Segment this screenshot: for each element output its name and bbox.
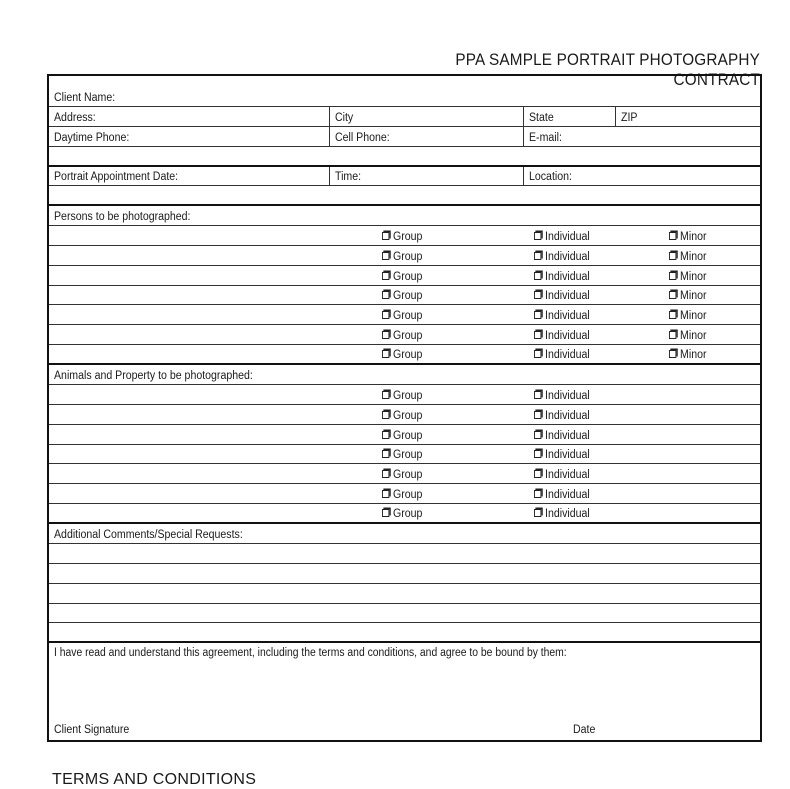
animals-group-checkbox[interactable] bbox=[382, 430, 422, 442]
terms-heading: TERMS AND CONDITIONS bbox=[52, 771, 257, 788]
persons-minor-checkbox[interactable] bbox=[669, 330, 707, 342]
checkbox-icon[interactable] bbox=[382, 331, 389, 339]
animals-individual-label: Individual bbox=[545, 489, 590, 502]
phone-row bbox=[49, 127, 760, 147]
comments-row[interactable] bbox=[49, 584, 760, 604]
animals-row[interactable] bbox=[49, 425, 760, 445]
cell-phone-field[interactable] bbox=[329, 127, 523, 146]
animals-individual-label: Individual bbox=[545, 429, 590, 442]
persons-individual-label: Individual bbox=[545, 250, 590, 263]
time-label: Time: bbox=[335, 171, 362, 183]
animals-header-row bbox=[49, 365, 760, 385]
animals-individual-label: Individual bbox=[545, 389, 590, 402]
persons-individual-label: Individual bbox=[545, 270, 590, 283]
client-name-row[interactable] bbox=[49, 76, 760, 107]
checkbox-icon[interactable] bbox=[382, 391, 389, 399]
checkbox-icon[interactable] bbox=[669, 311, 676, 319]
animals-individual-checkbox[interactable] bbox=[534, 430, 590, 442]
checkbox-icon[interactable] bbox=[382, 490, 389, 498]
daytime-phone-field[interactable] bbox=[49, 127, 329, 146]
zip-field[interactable] bbox=[615, 107, 760, 126]
appointment-date-field[interactable] bbox=[49, 167, 329, 185]
persons-minor-label: Minor bbox=[680, 310, 707, 323]
checkbox-icon[interactable] bbox=[669, 252, 676, 260]
persons-minor-label: Minor bbox=[680, 348, 707, 361]
persons-row[interactable] bbox=[49, 226, 760, 246]
city-label: City bbox=[335, 112, 354, 124]
checkbox-icon[interactable] bbox=[534, 232, 541, 240]
persons-individual-label: Individual bbox=[545, 348, 590, 361]
agreement-statement: I have read and understand this agreement, including the terms and conditions, and agree to be bound by them: bbox=[54, 647, 567, 659]
animals-individual-label: Individual bbox=[545, 449, 590, 462]
persons-minor-checkbox[interactable] bbox=[669, 251, 707, 263]
animals-individual-checkbox[interactable] bbox=[534, 489, 590, 501]
persons-individual-checkbox[interactable] bbox=[534, 310, 590, 322]
animals-row[interactable] bbox=[49, 405, 760, 425]
checkbox-icon[interactable] bbox=[382, 232, 389, 240]
persons-row[interactable] bbox=[49, 286, 760, 306]
email-field[interactable] bbox=[523, 127, 760, 146]
checkbox-icon[interactable] bbox=[534, 450, 541, 458]
animals-group-checkbox[interactable] bbox=[382, 508, 422, 520]
checkbox-icon[interactable] bbox=[534, 331, 541, 339]
checkbox-icon[interactable] bbox=[534, 490, 541, 498]
comments-row[interactable] bbox=[49, 604, 760, 624]
client-name-label: Client Name: bbox=[54, 92, 116, 104]
persons-individual-checkbox[interactable] bbox=[534, 349, 590, 361]
persons-minor-label: Minor bbox=[680, 270, 707, 283]
animals-group-label: Group bbox=[393, 507, 423, 520]
persons-group-checkbox[interactable] bbox=[382, 330, 422, 342]
persons-minor-checkbox[interactable] bbox=[669, 231, 707, 243]
checkbox-icon[interactable] bbox=[669, 350, 676, 358]
animals-individual-checkbox[interactable] bbox=[534, 410, 590, 422]
persons-individual-label: Individual bbox=[545, 230, 590, 243]
persons-minor-label: Minor bbox=[680, 250, 707, 263]
appointment-row bbox=[49, 167, 760, 186]
checkbox-icon[interactable] bbox=[534, 350, 541, 358]
comments-row[interactable] bbox=[49, 623, 760, 643]
persons-group-label: Group bbox=[393, 348, 423, 361]
checkbox-icon[interactable] bbox=[382, 350, 389, 358]
checkbox-icon[interactable] bbox=[534, 291, 541, 299]
persons-group-label: Group bbox=[393, 250, 423, 263]
persons-group-label: Group bbox=[393, 330, 423, 343]
checkbox-icon[interactable] bbox=[534, 272, 541, 280]
persons-minor-checkbox[interactable] bbox=[669, 290, 707, 302]
animals-individual-label: Individual bbox=[545, 507, 590, 520]
animals-row[interactable] bbox=[49, 464, 760, 484]
city-field[interactable] bbox=[329, 107, 523, 126]
checkbox-icon[interactable] bbox=[382, 291, 389, 299]
checkbox-icon[interactable] bbox=[382, 509, 389, 517]
checkbox-icon[interactable] bbox=[382, 311, 389, 319]
blank-row bbox=[49, 186, 760, 206]
checkbox-icon[interactable] bbox=[382, 450, 389, 458]
persons-group-checkbox[interactable] bbox=[382, 349, 422, 361]
animals-individual-label: Individual bbox=[545, 469, 590, 482]
animals-group-checkbox[interactable] bbox=[382, 489, 422, 501]
checkbox-icon[interactable] bbox=[534, 470, 541, 478]
checkbox-icon[interactable] bbox=[669, 232, 676, 240]
comments-header: Additional Comments/Special Requests: bbox=[54, 529, 243, 541]
persons-individual-label: Individual bbox=[545, 310, 590, 323]
animals-group-label: Group bbox=[393, 489, 423, 502]
persons-row[interactable] bbox=[49, 345, 760, 365]
checkbox-icon[interactable] bbox=[382, 470, 389, 478]
persons-group-label: Group bbox=[393, 310, 423, 323]
cell-phone-label: Cell Phone: bbox=[335, 132, 390, 144]
persons-individual-checkbox[interactable] bbox=[534, 330, 590, 342]
address-label: Address: bbox=[54, 112, 96, 124]
checkbox-icon[interactable] bbox=[382, 411, 389, 419]
client-signature-field[interactable]: Client Signature bbox=[54, 724, 130, 736]
persons-individual-label: Individual bbox=[545, 330, 590, 343]
comments-header-row bbox=[49, 524, 760, 544]
persons-header-row bbox=[49, 206, 760, 226]
persons-individual-checkbox[interactable] bbox=[534, 251, 590, 263]
persons-group-checkbox[interactable] bbox=[382, 251, 422, 263]
persons-minor-label: Minor bbox=[680, 230, 707, 243]
signature-date-field[interactable]: Date bbox=[573, 724, 596, 736]
animals-individual-checkbox[interactable] bbox=[534, 449, 590, 461]
persons-minor-label: Minor bbox=[680, 330, 707, 343]
persons-individual-label: Individual bbox=[545, 290, 590, 303]
appointment-date-label: Portrait Appointment Date: bbox=[54, 171, 179, 183]
location-field[interactable] bbox=[523, 167, 760, 185]
persons-group-checkbox[interactable] bbox=[382, 310, 422, 322]
contract-form bbox=[47, 74, 762, 742]
address-field[interactable] bbox=[49, 107, 329, 126]
persons-group-label: Group bbox=[393, 270, 423, 283]
animals-group-checkbox[interactable] bbox=[382, 410, 422, 422]
animals-individual-checkbox[interactable] bbox=[534, 469, 590, 481]
animals-row[interactable] bbox=[49, 504, 760, 524]
state-label: State bbox=[529, 112, 554, 124]
checkbox-icon[interactable] bbox=[534, 431, 541, 439]
animals-group-label: Group bbox=[393, 449, 423, 462]
animals-group-label: Group bbox=[393, 469, 423, 482]
persons-row[interactable] bbox=[49, 246, 760, 266]
daytime-phone-label: Daytime Phone: bbox=[54, 132, 130, 144]
persons-individual-checkbox[interactable] bbox=[534, 231, 590, 243]
animals-header: Animals and Property to be photographed: bbox=[54, 370, 253, 382]
location-label: Location: bbox=[529, 171, 572, 183]
persons-row[interactable] bbox=[49, 305, 760, 325]
checkbox-icon[interactable] bbox=[669, 272, 676, 280]
animals-group-label: Group bbox=[393, 409, 423, 422]
animals-row[interactable] bbox=[49, 385, 760, 405]
checkbox-icon[interactable] bbox=[534, 252, 541, 260]
zip-label: ZIP bbox=[621, 112, 638, 124]
animals-group-label: Group bbox=[393, 389, 423, 402]
persons-individual-checkbox[interactable] bbox=[534, 290, 590, 302]
persons-group-checkbox[interactable] bbox=[382, 290, 422, 302]
page-title: PPA SAMPLE PORTRAIT PHOTOGRAPHY CONTRACT bbox=[455, 50, 760, 89]
checkbox-icon[interactable] bbox=[669, 331, 676, 339]
animals-group-checkbox[interactable] bbox=[382, 469, 422, 481]
signature-block bbox=[49, 642, 760, 740]
persons-row[interactable] bbox=[49, 266, 760, 286]
persons-minor-checkbox[interactable] bbox=[669, 271, 707, 283]
address-row bbox=[49, 107, 760, 127]
checkbox-icon[interactable] bbox=[382, 431, 389, 439]
persons-minor-checkbox[interactable] bbox=[669, 349, 707, 361]
persons-minor-checkbox[interactable] bbox=[669, 310, 707, 322]
animals-group-checkbox[interactable] bbox=[382, 390, 422, 402]
checkbox-icon[interactable] bbox=[534, 411, 541, 419]
state-field[interactable] bbox=[523, 107, 615, 126]
blank-row bbox=[49, 147, 760, 167]
animals-individual-checkbox[interactable] bbox=[534, 508, 590, 520]
animals-individual-label: Individual bbox=[545, 409, 590, 422]
animals-group-label: Group bbox=[393, 429, 423, 442]
animals-row[interactable] bbox=[49, 445, 760, 465]
checkbox-icon[interactable] bbox=[534, 509, 541, 517]
comments-row[interactable] bbox=[49, 564, 760, 584]
persons-group-checkbox[interactable] bbox=[382, 231, 422, 243]
time-field[interactable] bbox=[329, 167, 523, 185]
checkbox-icon[interactable] bbox=[382, 272, 389, 280]
checkbox-icon[interactable] bbox=[534, 391, 541, 399]
animals-row[interactable] bbox=[49, 484, 760, 504]
checkbox-icon[interactable] bbox=[382, 252, 389, 260]
persons-individual-checkbox[interactable] bbox=[534, 271, 590, 283]
animals-individual-checkbox[interactable] bbox=[534, 390, 590, 402]
checkbox-icon[interactable] bbox=[534, 311, 541, 319]
animals-group-checkbox[interactable] bbox=[382, 449, 422, 461]
persons-header: Persons to be photographed: bbox=[54, 211, 191, 223]
persons-minor-label: Minor bbox=[680, 290, 707, 303]
checkbox-icon[interactable] bbox=[669, 291, 676, 299]
comments-row[interactable] bbox=[49, 544, 760, 564]
persons-group-checkbox[interactable] bbox=[382, 271, 422, 283]
persons-row[interactable] bbox=[49, 325, 760, 345]
email-label: E-mail: bbox=[529, 132, 562, 144]
persons-group-label: Group bbox=[393, 290, 423, 303]
persons-group-label: Group bbox=[393, 230, 423, 243]
